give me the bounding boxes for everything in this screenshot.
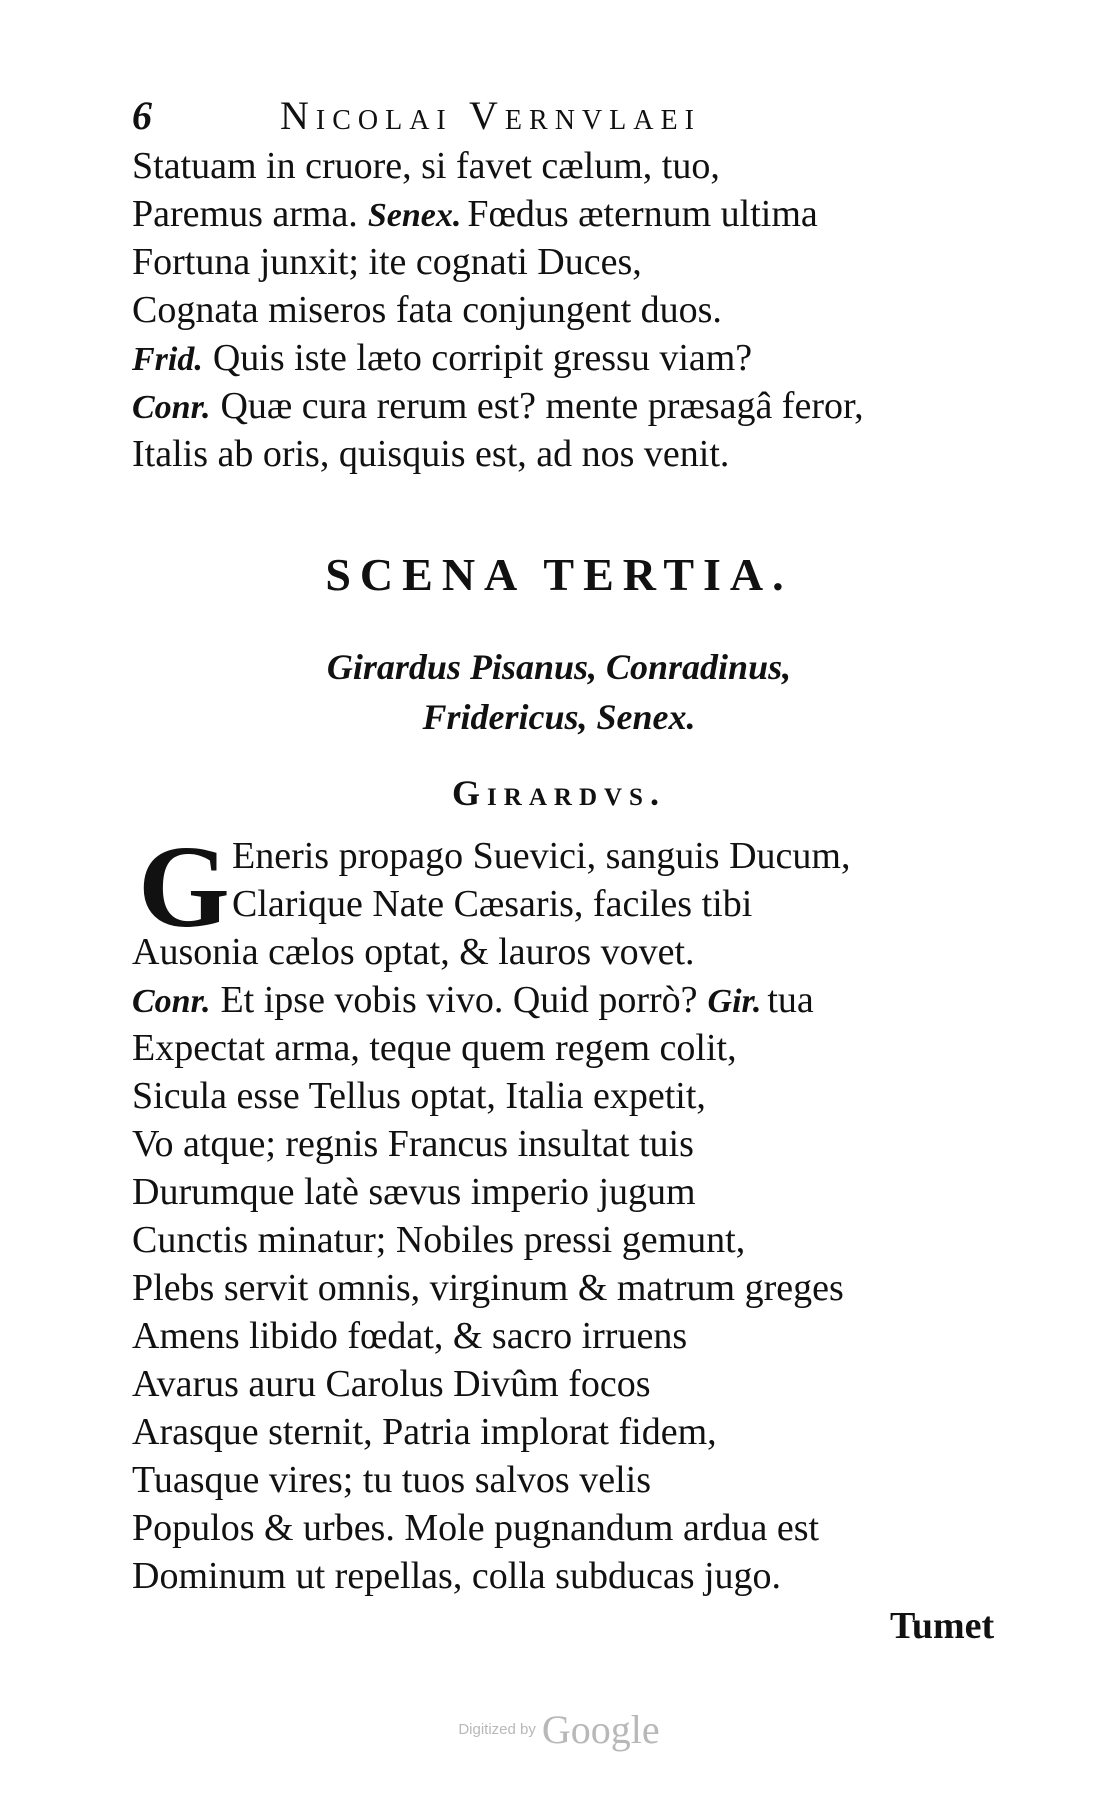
page-header xyxy=(132,92,892,140)
verse-line: Amens libido fœdat, & sacro irruens xyxy=(132,1315,688,1357)
verse-line: Fortuna junxit; ite cognati Duces, xyxy=(132,241,642,283)
verse-line: Expectat arma, teque quem regem colit, xyxy=(132,1027,737,1069)
verse-line: Cognata miseros fata conjungent duos. xyxy=(132,289,722,331)
drop-cap: G xyxy=(138,821,230,952)
dramatis-personae-line-2: Fridericus, Senex. xyxy=(422,697,696,737)
verse-line: Conr. Quæ cura rerum est? mente præsagâ feror, xyxy=(132,385,864,427)
verse-line: Ausonia cælos optat, & lauros vovet. xyxy=(132,931,695,973)
watermark-digitized-by: Digitized by xyxy=(458,1721,536,1738)
verse-line: Conr. Et ipse vobis vivo. Quid porrò? Gir. tua xyxy=(132,979,814,1021)
verse-line: Statuam in cruore, si favet cælum, tuo, xyxy=(132,145,720,187)
watermark-brand: Google xyxy=(541,1707,660,1752)
verse-line: Italis ab oris, quisquis est, ad nos venit. xyxy=(132,433,730,475)
verse-line: Arasque sternit, Patria implorat fidem, xyxy=(132,1411,717,1453)
verse-line: Vo atque; regnis Francus insultat tuis xyxy=(132,1123,694,1165)
verse-line: Populos & urbes. Mole pugnandum ardua est xyxy=(132,1507,820,1549)
dramatis-personae-line-1: Girardus Pisanus, Conradinus, xyxy=(326,647,792,687)
verse-line: Durumque latè sævus imperio jugum xyxy=(132,1171,696,1213)
verse-line: Eneris propago Suevici, sanguis Ducum, xyxy=(232,835,851,877)
digitization-watermark xyxy=(0,1706,1118,1753)
verse-line: Plebs servit omnis, virginum & matrum greges xyxy=(132,1267,844,1309)
speaker-label: Gir. xyxy=(707,983,762,1020)
scene-title: SCENA TERTIA. xyxy=(325,549,793,600)
speaker-label: Frid. xyxy=(132,341,203,378)
running-title: Nicolai Vernvlaei xyxy=(280,93,701,138)
catchword: Tumet xyxy=(890,1605,995,1647)
verse-line: Tuasque vires; tu tuos salvos velis xyxy=(132,1459,651,1501)
verse-line: Dominum ut repellas, colla subducas jugo. xyxy=(132,1555,782,1597)
speaker-label: Conr. xyxy=(132,983,211,1020)
verse-line: Frid. Quis iste læto corripit gressu viam? xyxy=(132,337,753,379)
verse-line: Avarus auru Carolus Divûm focos xyxy=(132,1363,651,1405)
speaker-label: Senex. xyxy=(367,197,462,234)
verse-line: Sicula esse Tellus optat, Italia expetit, xyxy=(132,1075,706,1117)
verse-line: Cunctis minatur; Nobiles pressi gemunt, xyxy=(132,1219,746,1261)
verse-line: Paremus arma. Senex. Fœdus æternum ultima xyxy=(132,193,818,235)
speaker-heading: Girardvs. xyxy=(452,773,666,813)
verse-line: Clarique Nate Cæsaris, faciles tibi xyxy=(232,883,753,925)
page-number: 6 xyxy=(132,93,155,138)
speaker-label: Conr. xyxy=(132,389,211,426)
